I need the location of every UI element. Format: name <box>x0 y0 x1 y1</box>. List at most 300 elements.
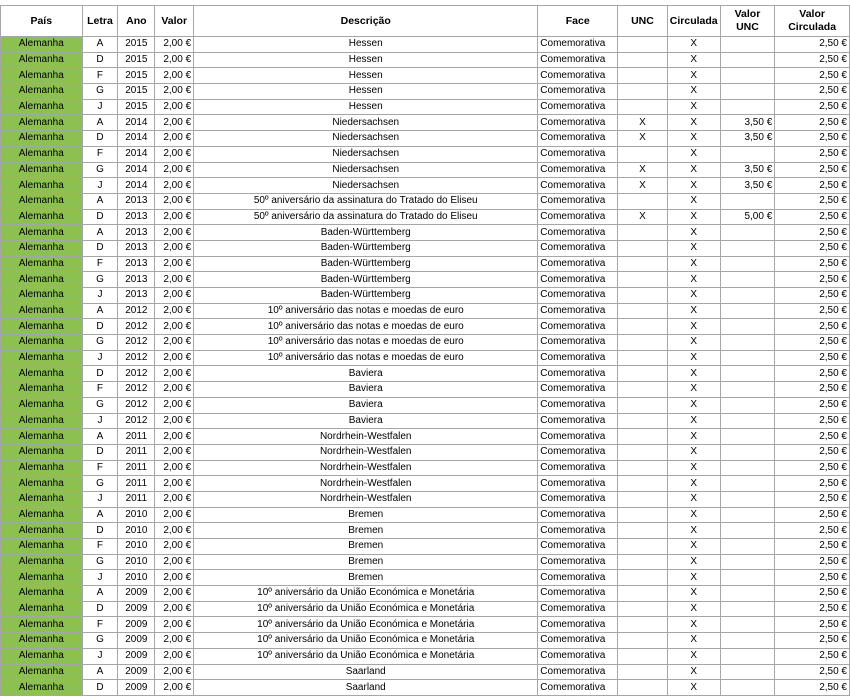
cell-valor-circulada[interactable]: 2,50 € <box>775 382 850 398</box>
cell-circulada[interactable]: X <box>667 570 720 586</box>
cell-valor[interactable]: 2,00 € <box>155 37 194 53</box>
cell-face[interactable]: Comemorativa <box>538 240 618 256</box>
cell-valor-unc[interactable] <box>720 288 775 304</box>
cell-circulada[interactable]: X <box>667 178 720 194</box>
cell-unc[interactable]: X <box>618 131 668 147</box>
cell-valor-unc[interactable]: 3,50 € <box>720 162 775 178</box>
cell-face[interactable]: Comemorativa <box>538 539 618 555</box>
header-valor[interactable]: Valor <box>155 6 194 37</box>
cell-descricao[interactable]: Niedersachsen <box>194 146 538 162</box>
cell-face[interactable]: Comemorativa <box>538 178 618 194</box>
cell-ano[interactable]: 2014 <box>118 131 155 147</box>
cell-letra[interactable]: A <box>82 664 118 680</box>
cell-valor-unc[interactable]: 5,00 € <box>720 209 775 225</box>
cell-valor-circulada[interactable]: 2,50 € <box>775 303 850 319</box>
cell-unc[interactable] <box>618 429 668 445</box>
cell-face[interactable]: Comemorativa <box>538 256 618 272</box>
cell-pais[interactable]: Alemanha <box>1 303 83 319</box>
cell-valor-circulada[interactable]: 2,50 € <box>775 162 850 178</box>
cell-pais[interactable]: Alemanha <box>1 288 83 304</box>
cell-valor[interactable]: 2,00 € <box>155 664 194 680</box>
cell-valor-unc[interactable] <box>720 617 775 633</box>
cell-circulada[interactable]: X <box>667 460 720 476</box>
cell-ano[interactable]: 2014 <box>118 115 155 131</box>
cell-valor-circulada[interactable]: 2,50 € <box>775 648 850 664</box>
cell-valor[interactable]: 2,00 € <box>155 523 194 539</box>
cell-ano[interactable]: 2011 <box>118 491 155 507</box>
cell-letra[interactable]: A <box>82 303 118 319</box>
cell-valor-unc[interactable]: 3,50 € <box>720 178 775 194</box>
cell-pais[interactable]: Alemanha <box>1 146 83 162</box>
cell-valor-unc[interactable] <box>720 539 775 555</box>
cell-valor-unc[interactable] <box>720 68 775 84</box>
cell-valor[interactable]: 2,00 € <box>155 240 194 256</box>
cell-face[interactable]: Comemorativa <box>538 570 618 586</box>
cell-circulada[interactable]: X <box>667 444 720 460</box>
cell-valor[interactable]: 2,00 € <box>155 648 194 664</box>
cell-valor-unc[interactable] <box>720 397 775 413</box>
cell-circulada[interactable]: X <box>667 648 720 664</box>
cell-valor[interactable]: 2,00 € <box>155 382 194 398</box>
cell-descricao[interactable]: Niedersachsen <box>194 131 538 147</box>
cell-circulada[interactable]: X <box>667 491 720 507</box>
cell-face[interactable]: Comemorativa <box>538 162 618 178</box>
cell-ano[interactable]: 2015 <box>118 68 155 84</box>
cell-valor-circulada[interactable]: 2,50 € <box>775 554 850 570</box>
cell-valor-circulada[interactable]: 2,50 € <box>775 633 850 649</box>
cell-valor[interactable]: 2,00 € <box>155 225 194 241</box>
cell-face[interactable]: Comemorativa <box>538 146 618 162</box>
cell-circulada[interactable]: X <box>667 193 720 209</box>
cell-circulada[interactable]: X <box>667 617 720 633</box>
cell-descricao[interactable]: Nordrhein-Westfalen <box>194 444 538 460</box>
cell-face[interactable]: Comemorativa <box>538 664 618 680</box>
cell-letra[interactable]: D <box>82 366 118 382</box>
cell-valor-unc[interactable] <box>720 99 775 115</box>
cell-pais[interactable]: Alemanha <box>1 633 83 649</box>
cell-ano[interactable]: 2013 <box>118 272 155 288</box>
cell-valor[interactable]: 2,00 € <box>155 272 194 288</box>
cell-valor-circulada[interactable]: 2,50 € <box>775 256 850 272</box>
cell-face[interactable]: Comemorativa <box>538 288 618 304</box>
cell-valor[interactable]: 2,00 € <box>155 68 194 84</box>
cell-unc[interactable] <box>618 633 668 649</box>
cell-descricao[interactable]: 10º aniversário das notas e moedas de euro <box>194 335 538 351</box>
cell-valor-unc[interactable] <box>720 664 775 680</box>
cell-valor-circulada[interactable]: 2,50 € <box>775 209 850 225</box>
cell-valor-unc[interactable] <box>720 193 775 209</box>
cell-face[interactable]: Comemorativa <box>538 225 618 241</box>
cell-unc[interactable] <box>618 617 668 633</box>
cell-valor[interactable]: 2,00 € <box>155 680 194 696</box>
cell-valor-unc[interactable] <box>720 366 775 382</box>
cell-circulada[interactable]: X <box>667 37 720 53</box>
cell-letra[interactable]: A <box>82 429 118 445</box>
cell-ano[interactable]: 2012 <box>118 319 155 335</box>
cell-valor-unc[interactable] <box>720 680 775 696</box>
cell-ano[interactable]: 2009 <box>118 586 155 602</box>
cell-face[interactable]: Comemorativa <box>538 272 618 288</box>
cell-letra[interactable]: J <box>82 178 118 194</box>
cell-pais[interactable]: Alemanha <box>1 84 83 100</box>
cell-valor-unc[interactable] <box>720 256 775 272</box>
cell-valor[interactable]: 2,00 € <box>155 99 194 115</box>
cell-circulada[interactable]: X <box>667 272 720 288</box>
cell-face[interactable]: Comemorativa <box>538 429 618 445</box>
cell-descricao[interactable]: Saarland <box>194 664 538 680</box>
cell-descricao[interactable]: 10º aniversário da União Económica e Monetária <box>194 586 538 602</box>
cell-valor[interactable]: 2,00 € <box>155 115 194 131</box>
cell-unc[interactable]: X <box>618 178 668 194</box>
cell-face[interactable]: Comemorativa <box>538 586 618 602</box>
cell-letra[interactable]: J <box>82 413 118 429</box>
cell-pais[interactable]: Alemanha <box>1 68 83 84</box>
cell-ano[interactable]: 2009 <box>118 664 155 680</box>
cell-descricao[interactable]: Nordrhein-Westfalen <box>194 476 538 492</box>
cell-descricao[interactable]: 10º aniversário da União Económica e Monetária <box>194 633 538 649</box>
cell-valor-circulada[interactable]: 2,50 € <box>775 429 850 445</box>
cell-unc[interactable] <box>618 303 668 319</box>
cell-circulada[interactable]: X <box>667 397 720 413</box>
cell-unc[interactable] <box>618 648 668 664</box>
cell-pais[interactable]: Alemanha <box>1 491 83 507</box>
cell-ano[interactable]: 2010 <box>118 570 155 586</box>
cell-face[interactable]: Comemorativa <box>538 99 618 115</box>
cell-letra[interactable]: D <box>82 319 118 335</box>
cell-pais[interactable]: Alemanha <box>1 350 83 366</box>
cell-descricao[interactable]: Hessen <box>194 68 538 84</box>
cell-ano[interactable]: 2012 <box>118 366 155 382</box>
cell-unc[interactable] <box>618 491 668 507</box>
cell-valor-unc[interactable] <box>720 382 775 398</box>
cell-valor-circulada[interactable]: 2,50 € <box>775 99 850 115</box>
cell-valor-circulada[interactable]: 2,50 € <box>775 680 850 696</box>
cell-face[interactable]: Comemorativa <box>538 209 618 225</box>
cell-face[interactable]: Comemorativa <box>538 648 618 664</box>
cell-pais[interactable]: Alemanha <box>1 460 83 476</box>
cell-circulada[interactable]: X <box>667 303 720 319</box>
cell-unc[interactable] <box>618 397 668 413</box>
cell-face[interactable]: Comemorativa <box>538 335 618 351</box>
cell-unc[interactable] <box>618 272 668 288</box>
cell-pais[interactable]: Alemanha <box>1 476 83 492</box>
cell-unc[interactable] <box>618 601 668 617</box>
cell-ano[interactable]: 2010 <box>118 539 155 555</box>
cell-face[interactable]: Comemorativa <box>538 37 618 53</box>
cell-descricao[interactable]: Bremen <box>194 539 538 555</box>
cell-unc[interactable] <box>618 413 668 429</box>
cell-face[interactable]: Comemorativa <box>538 193 618 209</box>
cell-descricao[interactable]: Saarland <box>194 680 538 696</box>
cell-letra[interactable]: D <box>82 131 118 147</box>
cell-face[interactable]: Comemorativa <box>538 68 618 84</box>
cell-unc[interactable] <box>618 193 668 209</box>
cell-circulada[interactable]: X <box>667 288 720 304</box>
cell-letra[interactable]: F <box>82 68 118 84</box>
cell-letra[interactable]: D <box>82 52 118 68</box>
cell-pais[interactable]: Alemanha <box>1 178 83 194</box>
cell-circulada[interactable]: X <box>667 413 720 429</box>
cell-ano[interactable]: 2012 <box>118 335 155 351</box>
cell-valor-unc[interactable] <box>720 84 775 100</box>
cell-valor-unc[interactable] <box>720 146 775 162</box>
cell-pais[interactable]: Alemanha <box>1 680 83 696</box>
cell-letra[interactable]: J <box>82 350 118 366</box>
cell-valor-circulada[interactable]: 2,50 € <box>775 413 850 429</box>
cell-unc[interactable] <box>618 554 668 570</box>
header-circulada[interactable]: Circulada <box>667 6 720 37</box>
cell-descricao[interactable]: Baden-Württemberg <box>194 225 538 241</box>
header-ano[interactable]: Ano <box>118 6 155 37</box>
cell-valor-unc[interactable]: 3,50 € <box>720 115 775 131</box>
cell-unc[interactable] <box>618 225 668 241</box>
cell-valor-circulada[interactable]: 2,50 € <box>775 37 850 53</box>
cell-descricao[interactable]: Hessen <box>194 52 538 68</box>
cell-letra[interactable]: D <box>82 444 118 460</box>
header-unc[interactable]: UNC <box>618 6 668 37</box>
header-face[interactable]: Face <box>538 6 618 37</box>
cell-letra[interactable]: G <box>82 633 118 649</box>
cell-ano[interactable]: 2015 <box>118 52 155 68</box>
cell-circulada[interactable]: X <box>667 146 720 162</box>
cell-face[interactable]: Comemorativa <box>538 491 618 507</box>
cell-pais[interactable]: Alemanha <box>1 648 83 664</box>
cell-pais[interactable]: Alemanha <box>1 507 83 523</box>
cell-circulada[interactable]: X <box>667 84 720 100</box>
cell-descricao[interactable]: Niedersachsen <box>194 115 538 131</box>
cell-descricao[interactable]: Hessen <box>194 99 538 115</box>
cell-valor[interactable]: 2,00 € <box>155 146 194 162</box>
cell-valor[interactable]: 2,00 € <box>155 586 194 602</box>
cell-descricao[interactable]: Baviera <box>194 366 538 382</box>
cell-descricao[interactable]: Baviera <box>194 413 538 429</box>
cell-ano[interactable]: 2013 <box>118 288 155 304</box>
cell-valor[interactable]: 2,00 € <box>155 397 194 413</box>
cell-ano[interactable]: 2012 <box>118 397 155 413</box>
cell-valor[interactable]: 2,00 € <box>155 162 194 178</box>
cell-unc[interactable] <box>618 335 668 351</box>
cell-descricao[interactable]: 10º aniversário das notas e moedas de euro <box>194 303 538 319</box>
cell-circulada[interactable]: X <box>667 225 720 241</box>
cell-valor[interactable]: 2,00 € <box>155 570 194 586</box>
cell-circulada[interactable]: X <box>667 633 720 649</box>
cell-unc[interactable] <box>618 476 668 492</box>
cell-circulada[interactable]: X <box>667 162 720 178</box>
cell-descricao[interactable]: Niedersachsen <box>194 162 538 178</box>
cell-valor-circulada[interactable]: 2,50 € <box>775 460 850 476</box>
cell-letra[interactable]: D <box>82 601 118 617</box>
cell-circulada[interactable]: X <box>667 523 720 539</box>
cell-valor[interactable]: 2,00 € <box>155 476 194 492</box>
cell-pais[interactable]: Alemanha <box>1 601 83 617</box>
cell-circulada[interactable]: X <box>667 52 720 68</box>
cell-circulada[interactable]: X <box>667 554 720 570</box>
cell-circulada[interactable]: X <box>667 99 720 115</box>
cell-letra[interactable]: J <box>82 648 118 664</box>
cell-letra[interactable]: F <box>82 617 118 633</box>
cell-valor-unc[interactable] <box>720 586 775 602</box>
cell-pais[interactable]: Alemanha <box>1 539 83 555</box>
cell-unc[interactable] <box>618 84 668 100</box>
cell-circulada[interactable]: X <box>667 601 720 617</box>
cell-valor-circulada[interactable]: 2,50 € <box>775 335 850 351</box>
cell-pais[interactable]: Alemanha <box>1 99 83 115</box>
cell-ano[interactable]: 2015 <box>118 84 155 100</box>
cell-circulada[interactable]: X <box>667 539 720 555</box>
cell-valor-circulada[interactable]: 2,50 € <box>775 52 850 68</box>
cell-ano[interactable]: 2009 <box>118 633 155 649</box>
cell-ano[interactable]: 2013 <box>118 240 155 256</box>
cell-ano[interactable]: 2009 <box>118 648 155 664</box>
cell-ano[interactable]: 2012 <box>118 382 155 398</box>
cell-valor[interactable]: 2,00 € <box>155 507 194 523</box>
cell-unc[interactable] <box>618 366 668 382</box>
cell-descricao[interactable]: Nordrhein-Westfalen <box>194 429 538 445</box>
cell-pais[interactable]: Alemanha <box>1 366 83 382</box>
cell-ano[interactable]: 2011 <box>118 460 155 476</box>
cell-valor-unc[interactable] <box>720 491 775 507</box>
cell-valor-circulada[interactable]: 2,50 € <box>775 319 850 335</box>
cell-valor-circulada[interactable]: 2,50 € <box>775 240 850 256</box>
header-valor-unc[interactable]: Valor UNC <box>720 6 775 37</box>
cell-letra[interactable]: J <box>82 99 118 115</box>
cell-valor-unc[interactable] <box>720 570 775 586</box>
cell-letra[interactable]: F <box>82 382 118 398</box>
cell-valor-unc[interactable] <box>720 335 775 351</box>
cell-letra[interactable]: G <box>82 397 118 413</box>
cell-letra[interactable]: D <box>82 209 118 225</box>
header-valor-circulada[interactable]: Valor Circulada <box>775 6 850 37</box>
cell-descricao[interactable]: Niedersachsen <box>194 178 538 194</box>
cell-unc[interactable] <box>618 460 668 476</box>
cell-valor[interactable]: 2,00 € <box>155 491 194 507</box>
cell-face[interactable]: Comemorativa <box>538 617 618 633</box>
cell-face[interactable]: Comemorativa <box>538 476 618 492</box>
cell-descricao[interactable]: 10º aniversário da União Económica e Monetária <box>194 601 538 617</box>
cell-circulada[interactable]: X <box>667 319 720 335</box>
cell-descricao[interactable]: Baden-Württemberg <box>194 256 538 272</box>
cell-pais[interactable]: Alemanha <box>1 413 83 429</box>
cell-valor[interactable]: 2,00 € <box>155 52 194 68</box>
cell-valor[interactable]: 2,00 € <box>155 633 194 649</box>
cell-letra[interactable]: A <box>82 193 118 209</box>
cell-unc[interactable] <box>618 37 668 53</box>
cell-unc[interactable] <box>618 256 668 272</box>
cell-descricao[interactable]: Nordrhein-Westfalen <box>194 491 538 507</box>
cell-circulada[interactable]: X <box>667 335 720 351</box>
cell-valor-unc[interactable] <box>720 413 775 429</box>
cell-pais[interactable]: Alemanha <box>1 52 83 68</box>
cell-pais[interactable]: Alemanha <box>1 444 83 460</box>
cell-valor[interactable]: 2,00 € <box>155 444 194 460</box>
cell-face[interactable]: Comemorativa <box>538 460 618 476</box>
cell-unc[interactable] <box>618 52 668 68</box>
cell-pais[interactable]: Alemanha <box>1 335 83 351</box>
header-descricao[interactable]: Descrição <box>194 6 538 37</box>
cell-ano[interactable]: 2014 <box>118 178 155 194</box>
cell-valor[interactable]: 2,00 € <box>155 554 194 570</box>
cell-valor-unc[interactable] <box>720 476 775 492</box>
cell-valor-circulada[interactable]: 2,50 € <box>775 146 850 162</box>
cell-valor-circulada[interactable]: 2,50 € <box>775 193 850 209</box>
cell-valor[interactable]: 2,00 € <box>155 335 194 351</box>
cell-valor-unc[interactable] <box>720 240 775 256</box>
cell-valor-unc[interactable] <box>720 272 775 288</box>
cell-ano[interactable]: 2011 <box>118 429 155 445</box>
cell-ano[interactable]: 2014 <box>118 146 155 162</box>
cell-ano[interactable]: 2013 <box>118 256 155 272</box>
cell-valor-circulada[interactable]: 2,50 € <box>775 397 850 413</box>
cell-valor-circulada[interactable]: 2,50 € <box>775 444 850 460</box>
cell-pais[interactable]: Alemanha <box>1 193 83 209</box>
cell-circulada[interactable]: X <box>667 68 720 84</box>
cell-pais[interactable]: Alemanha <box>1 37 83 53</box>
cell-valor-unc[interactable] <box>720 303 775 319</box>
cell-ano[interactable]: 2009 <box>118 617 155 633</box>
cell-unc[interactable] <box>618 664 668 680</box>
cell-unc[interactable] <box>618 146 668 162</box>
cell-circulada[interactable]: X <box>667 586 720 602</box>
cell-valor[interactable]: 2,00 € <box>155 288 194 304</box>
cell-descricao[interactable]: Bremen <box>194 523 538 539</box>
cell-descricao[interactable]: Bremen <box>194 554 538 570</box>
cell-circulada[interactable]: X <box>667 680 720 696</box>
cell-descricao[interactable]: 50º aniversário da assinatura do Tratado do Eliseu <box>194 209 538 225</box>
cell-valor[interactable]: 2,00 € <box>155 193 194 209</box>
cell-pais[interactable]: Alemanha <box>1 617 83 633</box>
cell-face[interactable]: Comemorativa <box>538 350 618 366</box>
cell-letra[interactable]: J <box>82 491 118 507</box>
cell-face[interactable]: Comemorativa <box>538 680 618 696</box>
cell-ano[interactable]: 2010 <box>118 507 155 523</box>
cell-unc[interactable] <box>618 288 668 304</box>
cell-valor-circulada[interactable]: 2,50 € <box>775 366 850 382</box>
cell-valor-circulada[interactable]: 2,50 € <box>775 523 850 539</box>
cell-letra[interactable]: A <box>82 507 118 523</box>
cell-valor-unc[interactable] <box>720 507 775 523</box>
cell-pais[interactable]: Alemanha <box>1 586 83 602</box>
cell-ano[interactable]: 2010 <box>118 554 155 570</box>
cell-pais[interactable]: Alemanha <box>1 429 83 445</box>
cell-ano[interactable]: 2012 <box>118 413 155 429</box>
cell-unc[interactable]: X <box>618 115 668 131</box>
cell-pais[interactable]: Alemanha <box>1 319 83 335</box>
cell-face[interactable]: Comemorativa <box>538 601 618 617</box>
cell-circulada[interactable]: X <box>667 240 720 256</box>
cell-face[interactable]: Comemorativa <box>538 131 618 147</box>
cell-unc[interactable] <box>618 350 668 366</box>
cell-unc[interactable] <box>618 539 668 555</box>
cell-valor-unc[interactable] <box>720 523 775 539</box>
cell-ano[interactable]: 2009 <box>118 680 155 696</box>
cell-letra[interactable]: F <box>82 539 118 555</box>
cell-valor-circulada[interactable]: 2,50 € <box>775 570 850 586</box>
cell-pais[interactable]: Alemanha <box>1 664 83 680</box>
cell-descricao[interactable]: 10º aniversário das notas e moedas de euro <box>194 319 538 335</box>
cell-valor-unc[interactable] <box>720 37 775 53</box>
cell-unc[interactable] <box>618 382 668 398</box>
cell-pais[interactable]: Alemanha <box>1 131 83 147</box>
cell-letra[interactable]: F <box>82 256 118 272</box>
cell-valor-circulada[interactable]: 2,50 € <box>775 131 850 147</box>
cell-letra[interactable]: G <box>82 335 118 351</box>
cell-face[interactable]: Comemorativa <box>538 84 618 100</box>
cell-unc[interactable] <box>618 523 668 539</box>
cell-pais[interactable]: Alemanha <box>1 209 83 225</box>
cell-valor[interactable]: 2,00 € <box>155 256 194 272</box>
cell-face[interactable]: Comemorativa <box>538 444 618 460</box>
cell-face[interactable]: Comemorativa <box>538 554 618 570</box>
